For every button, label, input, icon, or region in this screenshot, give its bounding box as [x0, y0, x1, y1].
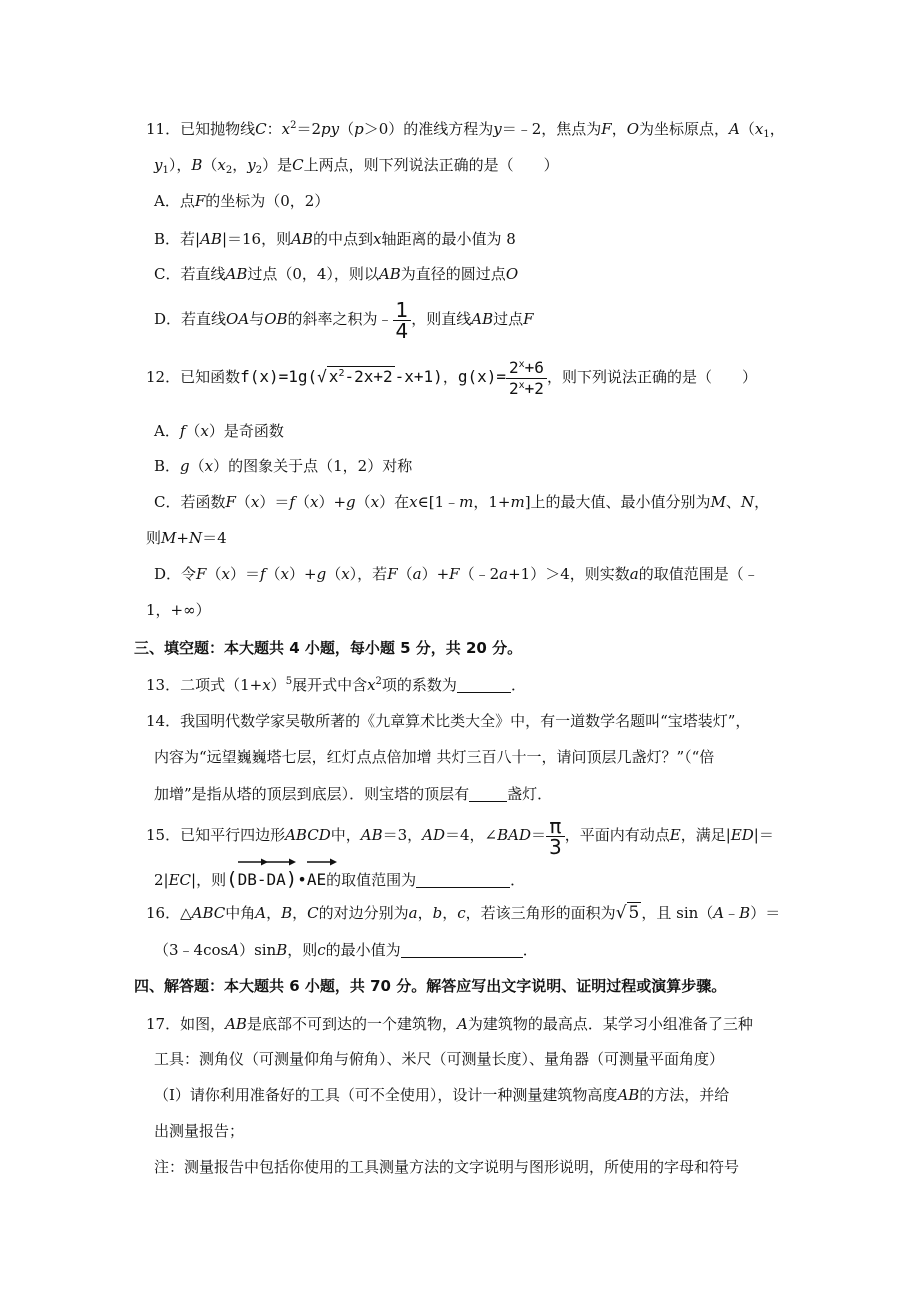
text: 17．如图，: [146, 1015, 226, 1033]
text: 上两点，则下列说法正确的是（ ）: [303, 156, 559, 174]
var: OA: [226, 310, 250, 328]
var: a: [499, 565, 509, 583]
text: +: [176, 529, 189, 547]
var: f: [179, 422, 186, 440]
var: N: [740, 493, 755, 511]
text: ，: [442, 904, 458, 922]
vector-da: [266, 867, 285, 893]
var: x: [262, 676, 271, 694]
text: C．若函数: [154, 493, 226, 511]
q11-line1: 11．已知抛物线C：$x^2=2py(p>0)$的准线方程为y＝﹣2，焦点为F，O为坐标原点，$A(x_1$，: [146, 120, 785, 140]
text: ）的图象关于点（1，2）对称: [213, 457, 413, 475]
text: ，1+: [473, 493, 511, 511]
text: 12．已知函数: [146, 368, 241, 386]
text: ＝4，∠: [445, 826, 498, 844]
q12-option-c-cont: [146, 527, 227, 549]
var: c: [457, 904, 466, 922]
text: （: [202, 156, 218, 174]
var: a: [412, 565, 422, 583]
text: |＝16，则: [221, 230, 292, 248]
var: x: [409, 493, 418, 511]
text: ），: [168, 156, 192, 174]
text: ．: [522, 941, 538, 959]
q17-line1: [146, 1013, 753, 1035]
text: +1）＞4，则实数: [508, 565, 630, 583]
q16-line1: [146, 902, 780, 924]
q12-option-d: [154, 563, 759, 585]
exponent: 5: [285, 676, 293, 687]
q17-line5: 注：测量报告中包括你使用的工具测量方法的文字说明与图形说明，所使用的字母和符号: [154, 1158, 740, 1176]
var: y: [247, 156, 256, 174]
var: F: [523, 310, 534, 328]
text: ）: [270, 676, 286, 694]
text: 展开式中含: [292, 676, 368, 694]
exponent: x: [518, 358, 525, 370]
text: ．: [510, 676, 526, 694]
text: 15．已知平行四边形: [146, 826, 286, 844]
text: 轴距离的最小值为 8: [381, 230, 516, 248]
text: 的取值范围是（﹣: [638, 565, 759, 583]
arrow-icon: [307, 858, 337, 866]
q13: [146, 674, 526, 696]
denominator: 4: [395, 318, 409, 343]
var: AB: [291, 230, 313, 248]
text: ）是奇函数: [208, 422, 284, 440]
text: 盏灯．: [507, 785, 553, 803]
text: ＝4: [202, 529, 227, 547]
var: a: [408, 904, 418, 922]
text: ）＝: [229, 565, 260, 583]
var: a: [629, 565, 639, 583]
var: AB: [225, 1015, 247, 1033]
text: ∈[1﹣: [417, 493, 460, 511]
var: A: [255, 904, 267, 922]
var: B: [191, 156, 203, 174]
q12-option-c: [154, 491, 769, 513]
text: ）sin: [239, 941, 277, 959]
numerator: 2: [509, 357, 519, 377]
var: y: [493, 120, 502, 138]
var: p: [354, 120, 364, 138]
var: C: [255, 120, 267, 138]
numerator: +6: [524, 357, 544, 377]
text: 16．△: [146, 904, 192, 922]
text: （: [326, 565, 342, 583]
text: ，若该三角形的面积为: [465, 904, 616, 922]
text: ）+: [318, 493, 347, 511]
text: ，: [754, 493, 770, 511]
var: g: [316, 565, 327, 583]
text: 项的系数为: [381, 676, 457, 694]
text: ．: [510, 871, 526, 889]
formula-f: -x+1): [394, 367, 443, 386]
radicand: x: [328, 367, 339, 386]
var: x: [281, 120, 291, 138]
var: m: [459, 493, 474, 511]
var: AB: [617, 1086, 640, 1104]
text: A．: [154, 422, 180, 440]
var: f: [289, 493, 295, 511]
text: （: [294, 493, 310, 511]
text: ，则下列说法正确的是（ ）: [546, 368, 757, 386]
text: （: [739, 120, 755, 138]
text: ，且 sin（: [641, 904, 714, 922]
var: b: [432, 904, 443, 922]
text: ，: [611, 120, 627, 138]
text: 加增”是指从塔的顶层到底层）．则宝塔的顶层有: [154, 785, 470, 803]
var: x: [370, 493, 380, 511]
text: （: [355, 493, 371, 511]
var: ABC: [191, 904, 226, 922]
q14-line1: 14．我国明代数学家吴敬所著的《九章算术比类大全》中，有一道数学名题叫“宝塔装灯”，: [146, 712, 751, 730]
q15-line2: 2|EC|，则( DB- DA)• AE的取值范围为 ．: [154, 866, 525, 893]
text: 为建筑物的最高点．某学习小组准备了三种: [467, 1015, 753, 1033]
text: 为坐标原点，: [639, 120, 730, 138]
text: ，平面内有动点: [564, 826, 670, 844]
denominator: +2: [524, 378, 544, 398]
text: ）＝: [259, 493, 290, 511]
q12-stem: [146, 354, 757, 400]
var: AD: [422, 826, 446, 844]
answer-blank: [457, 676, 511, 693]
fraction: [546, 813, 565, 859]
text: ＝: [531, 826, 547, 844]
var: O: [626, 120, 640, 138]
vector-label: DA: [266, 870, 286, 889]
q11-option-d: [154, 296, 534, 342]
var: M: [161, 529, 177, 547]
numerator: π: [546, 816, 565, 837]
answer-blank: [401, 941, 523, 958]
var: x: [341, 565, 350, 583]
var: F: [449, 565, 460, 583]
text: ，: [292, 904, 308, 922]
q12-option-d-cont: 1，+∞）: [146, 601, 211, 619]
text: 的方法，并给: [639, 1086, 730, 1104]
text: 的坐标为（0，2）: [205, 192, 330, 210]
var: m: [510, 493, 525, 511]
text: （: [206, 565, 222, 583]
text: （Ⅰ）请你利用准备好的工具（可不全使用），设计一种测量建筑物高度: [154, 1086, 618, 1104]
var: x: [217, 156, 226, 174]
text: ）＝: [750, 904, 781, 922]
numerator: 1: [393, 300, 412, 321]
var: x: [200, 422, 209, 440]
text: ，则: [287, 941, 318, 959]
vector-label: AE: [306, 870, 327, 889]
vector-label: DB: [237, 870, 257, 889]
radicand: -2x+2: [344, 367, 393, 386]
var: F: [387, 565, 398, 583]
formula-f: f(x)=1g(: [240, 367, 318, 386]
var: M: [710, 493, 726, 511]
text: |，则: [191, 871, 227, 889]
text: 中角: [225, 904, 256, 922]
var: BAD: [497, 826, 532, 844]
denominator: 3: [549, 834, 562, 859]
section-heading-fill-in: 三、填空题：本大题共 4 小题，每小题 5 分，共 20 分。: [134, 639, 523, 657]
text: C．若直线: [154, 265, 226, 283]
exponent: x: [518, 379, 525, 391]
text: （: [185, 422, 201, 440]
var: AB: [378, 265, 401, 283]
q17-line4: 出测量报告；: [154, 1122, 245, 1140]
var: EC: [168, 871, 192, 889]
text: 的中点到: [312, 230, 373, 248]
text: 的斜率之积为﹣: [287, 310, 393, 328]
text: ）在: [379, 493, 410, 511]
q11-option-c: [154, 263, 518, 285]
q17-line3: [154, 1084, 729, 1106]
sqrt: √ $x^2-2x+2$: [317, 367, 393, 386]
var: x: [250, 493, 260, 511]
text: 则: [146, 529, 162, 547]
text: （: [265, 565, 281, 583]
text: ，: [417, 904, 433, 922]
vector-db: [238, 867, 257, 893]
var: C: [307, 904, 319, 922]
var: F: [601, 120, 612, 138]
section-heading-solutions: 四、解答题：本大题共 6 小题，共 70 分。解答应写出文字说明、证明过程或演算步骤。: [134, 977, 727, 995]
var: x: [280, 565, 289, 583]
var: E: [669, 826, 681, 844]
var: AB: [225, 265, 248, 283]
text: 的取值范围为: [326, 871, 417, 889]
text: ，则直线: [411, 310, 472, 328]
var: x: [372, 230, 382, 248]
text: 的最小值为: [325, 941, 401, 959]
arrow-icon: [266, 858, 296, 866]
var: C: [292, 156, 304, 174]
q15-line1: [146, 812, 774, 858]
var: B: [276, 941, 288, 959]
text: 13．二项式（1+: [146, 676, 263, 694]
q17-line2: 工具：测角仪（可测量仰角与俯角）、米尺（可测量长度）、量角器（可测量平面角度）: [154, 1050, 725, 1068]
vector-ae: [307, 867, 326, 893]
text: （3﹣4cos: [154, 941, 229, 959]
var: ABCD: [285, 826, 331, 844]
text: D．若直线: [154, 310, 227, 328]
text: 与: [249, 310, 265, 328]
var: c: [317, 941, 326, 959]
text: 是底部不可到达的一个建筑物，: [246, 1015, 457, 1033]
text: B．: [154, 457, 181, 475]
text: 2|: [154, 871, 169, 889]
denominator: 2: [509, 378, 519, 398]
text: B．若|: [154, 230, 201, 248]
text: ，: [442, 368, 458, 386]
text: （: [397, 565, 413, 583]
fraction: [506, 358, 547, 399]
text: ＝2: [296, 120, 321, 138]
var: AB: [200, 230, 222, 248]
q11-option-b: [154, 228, 516, 250]
text: D．令: [154, 565, 197, 583]
text: ，满足|: [680, 826, 731, 844]
text: ＞0）的准线方程为: [363, 120, 494, 138]
var: f: [259, 565, 266, 583]
text: ，: [266, 904, 282, 922]
exponent: 2: [375, 676, 382, 687]
sqrt: √ 5: [615, 903, 640, 923]
text: 中，: [330, 826, 361, 844]
q11-option-a: [154, 190, 329, 212]
text: ），若: [349, 565, 388, 583]
text: （﹣2: [459, 565, 500, 583]
var: B: [739, 904, 751, 922]
var: A: [228, 941, 240, 959]
var: x: [309, 493, 319, 511]
formula-g: g(x)=: [457, 367, 506, 386]
var: F: [225, 493, 236, 511]
var: g: [180, 457, 190, 475]
var: x: [221, 565, 230, 583]
var: F: [196, 565, 207, 583]
arrow-icon: [238, 858, 268, 866]
text: 为直径的圆过点: [400, 265, 506, 283]
text: 、: [725, 493, 741, 511]
var: x: [754, 120, 764, 138]
text: （: [189, 457, 205, 475]
var: A: [713, 904, 725, 922]
answer-blank: [416, 871, 510, 888]
var: F: [194, 192, 206, 210]
text: 过点（0，4），则以: [247, 265, 379, 283]
var: N: [188, 529, 203, 547]
fraction: [393, 297, 412, 343]
text: ]上的最大值、最小值分别为: [524, 493, 711, 511]
var: AB: [471, 310, 494, 328]
answer-blank: [469, 785, 507, 802]
var: py: [320, 120, 340, 138]
text: |＝: [753, 826, 774, 844]
var: OB: [264, 310, 288, 328]
var: y: [154, 156, 163, 174]
text: 过点: [493, 310, 524, 328]
text: A．点: [154, 192, 195, 210]
var: AB: [360, 826, 383, 844]
text: 11．已知抛物线: [146, 120, 256, 138]
radicand: 5: [628, 903, 640, 923]
text: ）是: [262, 156, 293, 174]
var: A: [456, 1015, 468, 1033]
q14-line2: 内容为“远望巍巍塔七层，红灯点点倍加增 共灯三百八十一，请问顶层几盏灯？”（“倍: [154, 748, 715, 766]
q14-line3: [154, 783, 552, 805]
var: A: [729, 120, 740, 138]
text: （: [339, 120, 355, 138]
q16-line2: [154, 939, 538, 961]
q11-line2: $y_1$），$B(x_2$，$y_2$）是C上两点，则下列说法正确的是（ ）: [154, 156, 559, 176]
text: ，: [232, 156, 248, 174]
var: x: [367, 676, 376, 694]
text: ＝﹣2，焦点为: [501, 120, 602, 138]
text: （: [235, 493, 251, 511]
text: ：: [266, 120, 282, 138]
var: ED: [730, 826, 754, 844]
var: x: [204, 457, 214, 475]
q12-option-a: [154, 420, 284, 442]
text: ＝3，: [382, 826, 423, 844]
text: ﹣: [724, 904, 740, 922]
q12-option-b: [154, 455, 412, 477]
text: ）+: [421, 565, 450, 583]
var: O: [505, 265, 519, 283]
var: g: [346, 493, 356, 511]
text: ）+: [289, 565, 317, 583]
text: 的对边分别为: [318, 904, 409, 922]
var: B: [281, 904, 293, 922]
